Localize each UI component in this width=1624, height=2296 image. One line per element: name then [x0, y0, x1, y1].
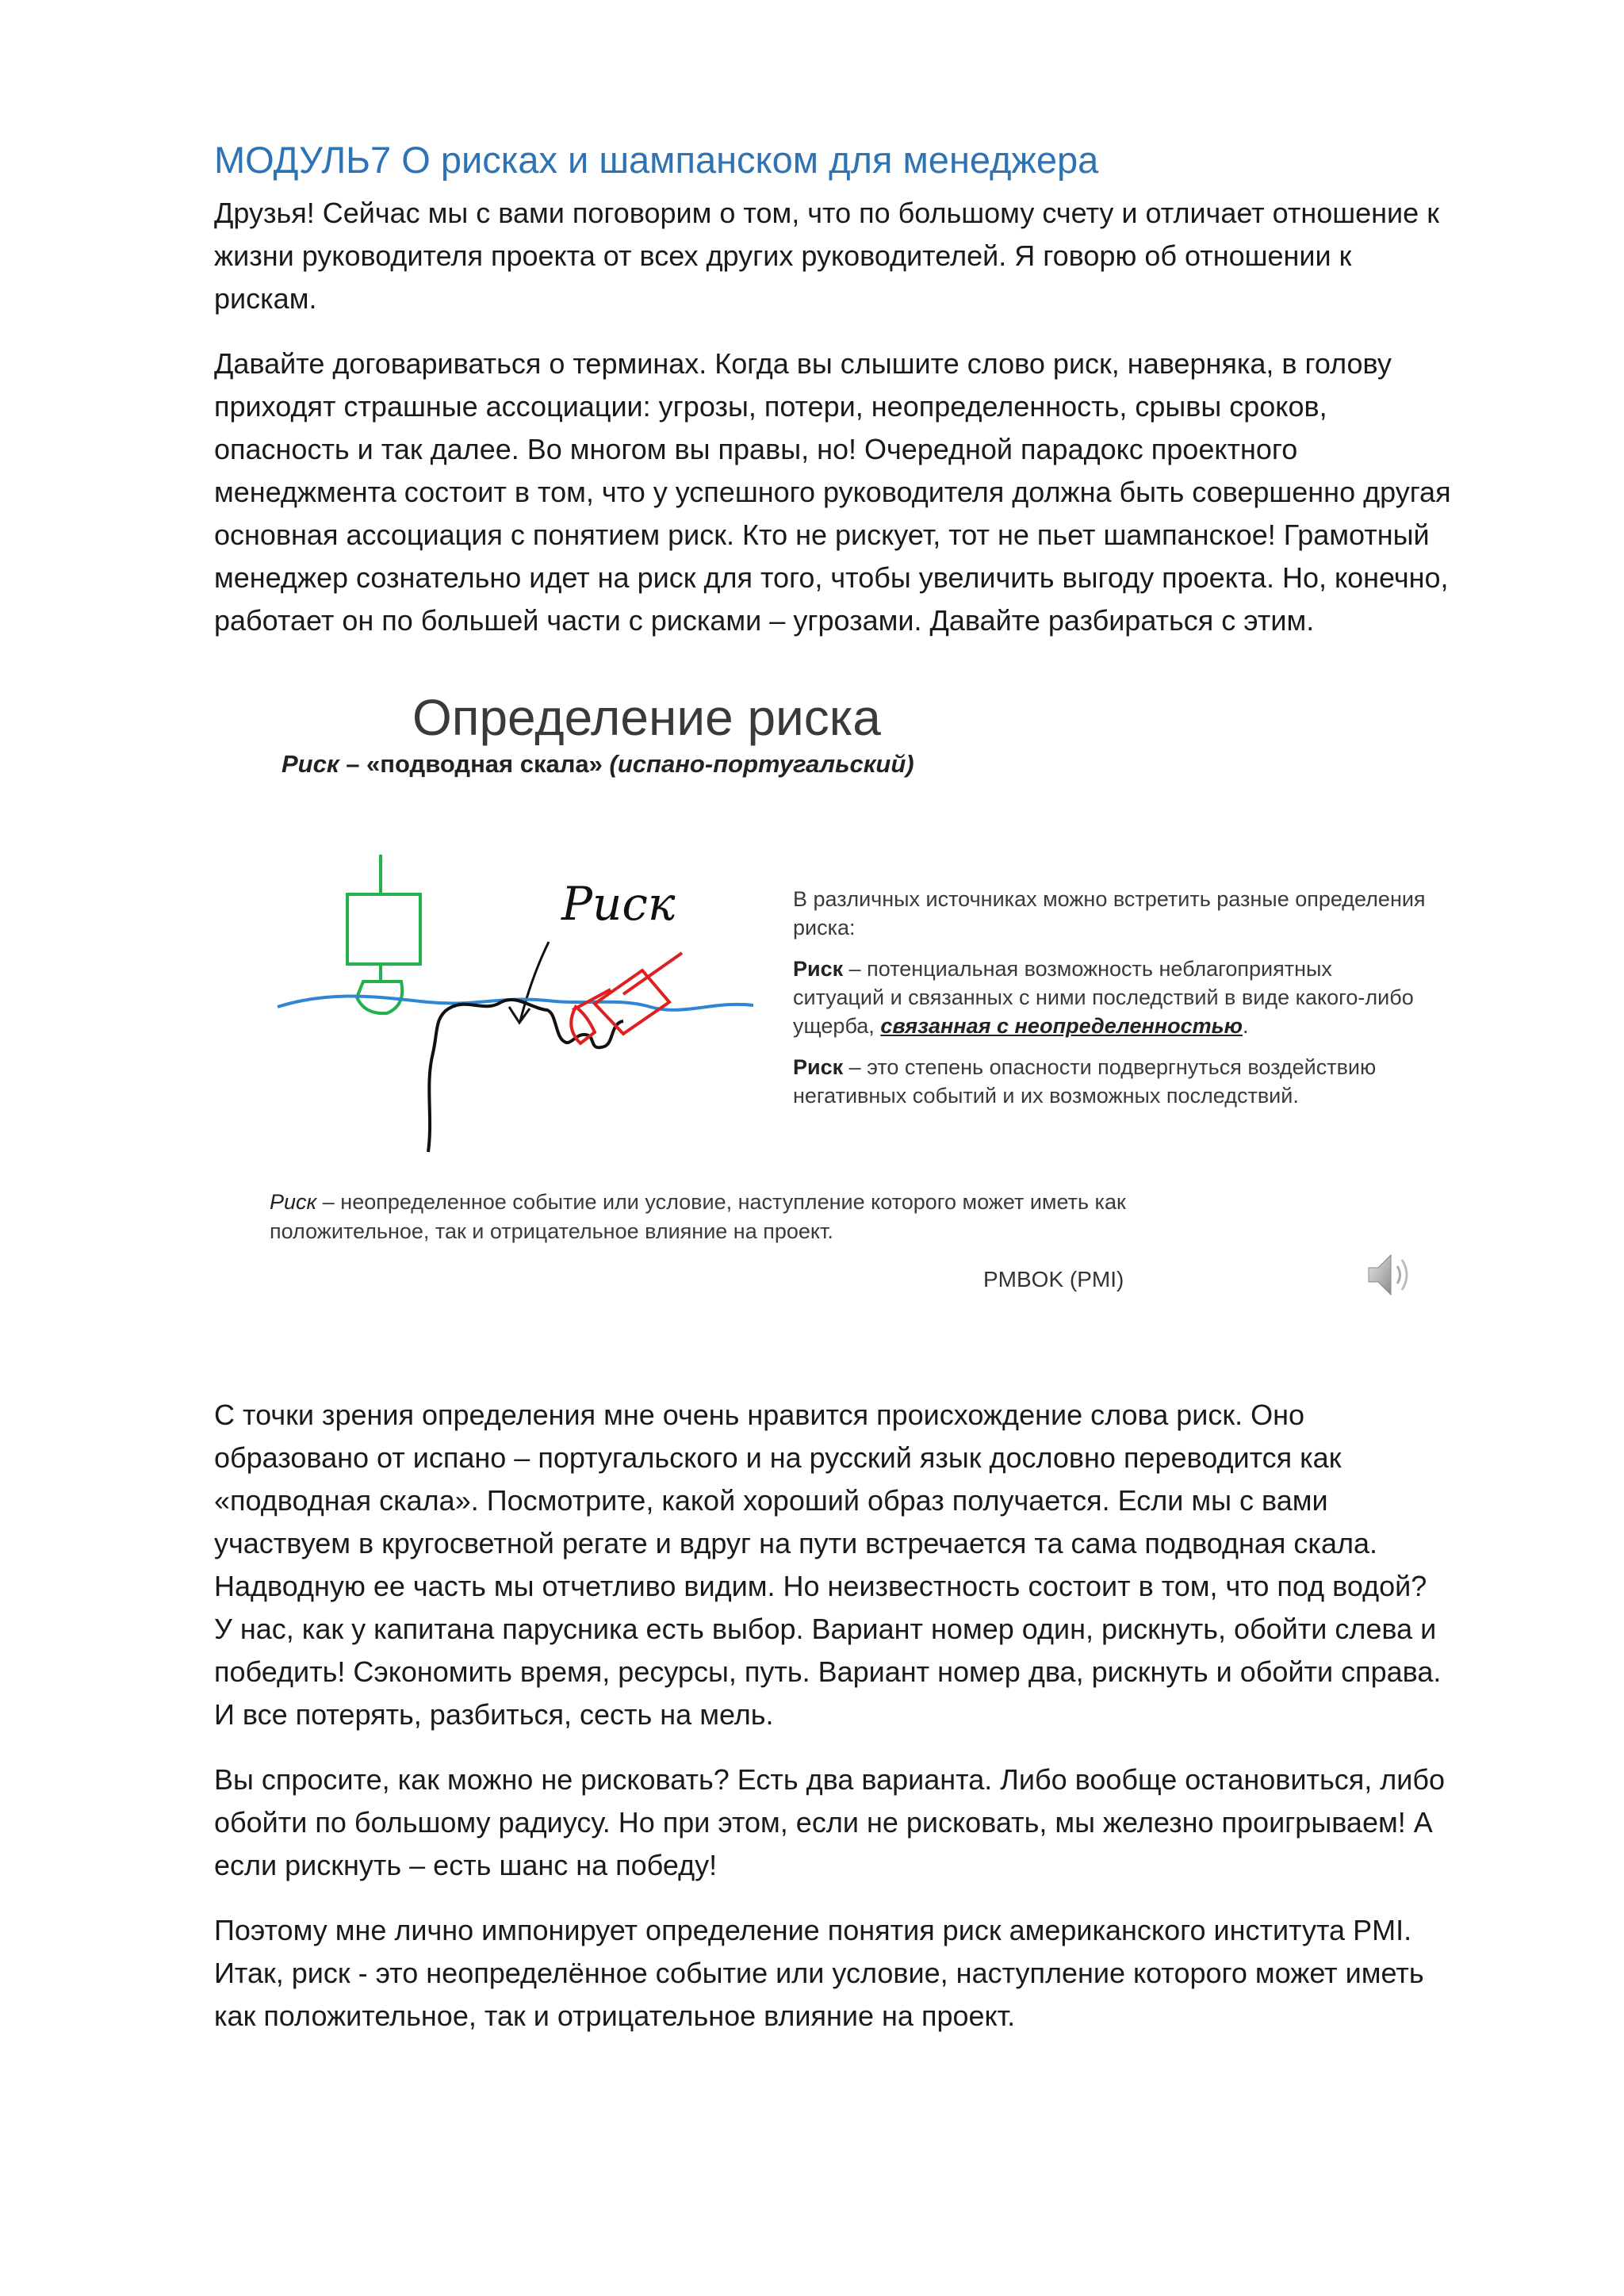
subtitle-term: Риск [282, 750, 339, 778]
safe-boat-icon [347, 855, 420, 1013]
definitions-block [793, 885, 1427, 1123]
underwater-rock [428, 1000, 623, 1152]
definition-1-text: – потенциальная возможность неблагоприятных ситуаций и связанных с ними последствий в виде какого-либо ущерба, [793, 957, 1414, 1038]
definition-1 [793, 955, 1427, 1040]
definition-1-term: Риск [793, 957, 844, 981]
wrecked-boat-icon [571, 953, 682, 1043]
paragraph-intro: Друзья! Сейчас мы с вами поговорим о том, что по большому счету и отличает отношение к жизни руководителя проекта от всех других руководителей. Я говорю об отношении к рискам. [214, 197, 1439, 315]
document-page [214, 135, 1451, 2060]
water-line [278, 996, 753, 1009]
subtitle-main: – «подводная скала» [339, 750, 610, 778]
subtitle-origin: (испано-португальский) [609, 750, 914, 778]
definitions-intro: В различных источниках можно встретить разные определения риска: [793, 887, 1426, 939]
pmbok-definition [270, 1188, 1182, 1246]
definition-1-end: . [1243, 1014, 1249, 1038]
rock-sketch-illustration [270, 839, 761, 1172]
speaker-icon[interactable] [1365, 1247, 1413, 1303]
paragraph-origin: С точки зрения определения мне очень нравится происхождение слова риск. Оно образовано от испано – португальского и на русский язык дословно переводится как «подводная скала». Посмотрите, какой хороший образ получается. Если мы с вами участвуем в кругосветной регате и вдруг на пути встречается та сама подводная скала. Надводную ее часть мы отчетливо видим. Но неизвестность состоит в том, что под водой? У нас, как у капитана парусника есть выбор. Вариант номер один, рискнуть, обойти слева и победить! Сэкономить время, ресурсы, путь. Вариант номер два, рискнуть и обойти справа. И все потерять, разбиться, сесть на мель. [214, 1399, 1442, 1731]
risk-definition-slide [214, 664, 1451, 1370]
definition-source: PMBOK (PMI) [983, 1267, 1124, 1292]
page-heading: МОДУЛЬ7 О рисках и шампанском для менеджера [214, 139, 1099, 181]
definition-2 [793, 1053, 1427, 1110]
definition-2-text: – это степень опасности подвергнуться воздействию негативных событий и их возможных последствий. [793, 1055, 1377, 1108]
paragraph-pmi: Поэтому мне лично импонирует определение понятия риск американского института PMI. Итак, риск - это неопределённое событие или условие, наступление которого может иметь как положительное, так и отрицательное влияние на проект. [214, 1914, 1424, 2032]
paragraph-no-risk: Вы спросите, как можно не рисковать? Есть два варианта. Либо вообще остановиться, либо обойти по большому радиусу. Но при этом, если не рисковать, мы железно проигрываем! А если рискнуть – есть шанс на победу! [214, 1763, 1445, 1881]
paragraph-terms: Давайте договариваться о терминах. Когда вы слышите слово риск, наверняка, в голову приходят страшные ассоциации: угрозы, потери, неопределенность, срывы сроков, опасность и так далее. Во многом вы правы, но! Очередной парадокс проектного менеджмента состоит в том, что у успешного руководителя должна быть совершенно другая основная ассоциация с понятием риск. Кто не рискует, тот не пьет шампанское! Грамотный менеджер сознательно идет на риск для того, чтобы увеличить выгоду проекта. Но, конечно, работает он по большей части с рисками – угрозами. Давайте разбираться с этим. [214, 347, 1451, 637]
definition-2-term: Риск [793, 1055, 844, 1079]
pmbok-definition-term: Риск [270, 1190, 317, 1214]
pmbok-definition-text: – неопределенное событие или условие, наступление которого может иметь как положительное, так и отрицательное влияние на проект. [270, 1190, 1126, 1243]
sketch-label: Риск [561, 877, 676, 931]
slide-title: Определение риска [412, 689, 881, 746]
slide-subtitle [282, 750, 914, 779]
definition-1-emphasis: связанная с неопределенностью [880, 1014, 1243, 1038]
